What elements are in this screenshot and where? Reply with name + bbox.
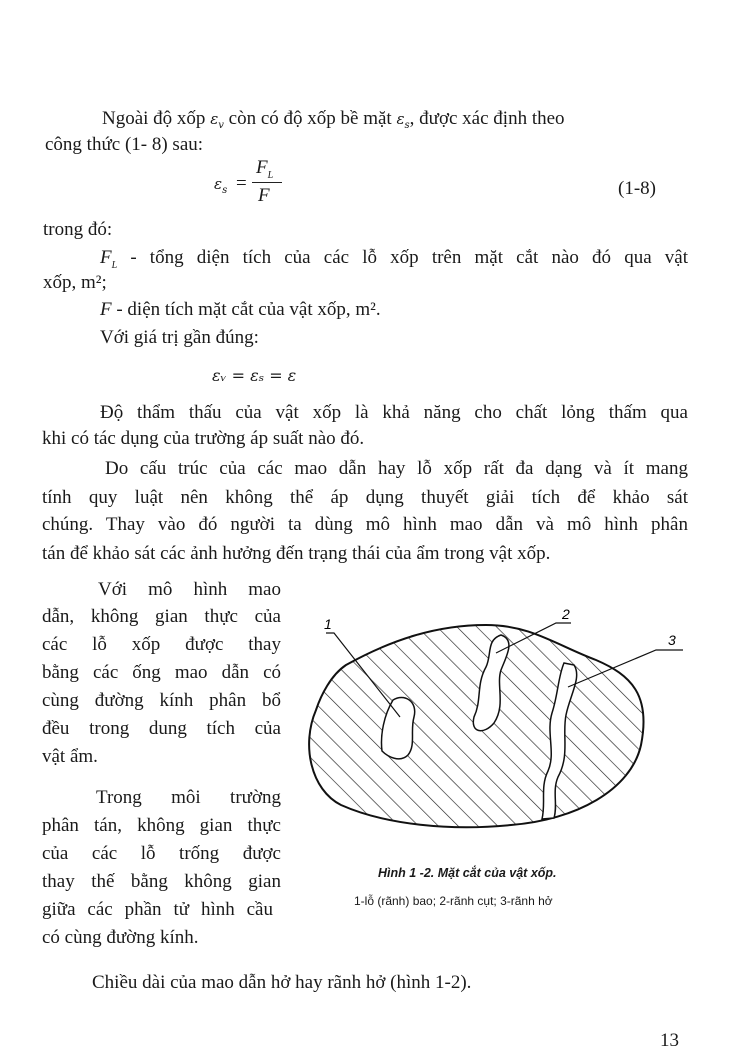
porous-section-figure — [296, 605, 696, 845]
para2-line1: Độ thẩm thấu của vật xốp là khả năng cho chất lỏng thấm qua — [100, 402, 688, 423]
para5-line: phân tán, không gian thực — [42, 815, 281, 836]
formula-denominator: F — [258, 185, 270, 206]
para4-line: đều trong dung tích của — [42, 718, 281, 739]
para4-line: dẫn, không gian thực của — [42, 606, 281, 627]
fl-definition-line1: $F_L$ - tổng diện tích của các lỗ xốp trên mặt cắt nào đó qua vật — [100, 247, 688, 271]
para4-line: Với mô hình mao — [98, 579, 281, 600]
formula-number: (1-8) — [618, 178, 656, 199]
para4-line: các lỗ xốp được thay — [42, 634, 281, 655]
fraction-bar — [252, 182, 282, 183]
formula-1-8 — [214, 157, 304, 207]
epsilon-v-symbol: $\varepsilon_v$ — [210, 110, 224, 131]
para3-line4: tán để khảo sát các ảnh hưởng đến trạng thái của ẩm trong vật xốp. — [42, 543, 551, 564]
para5-line: giữa các phần tử hình cầu — [42, 899, 273, 920]
para4-line: vật ẩm. — [42, 746, 98, 767]
where-intro: trong đó: — [43, 219, 113, 240]
f-definition: F - diện tích mặt cắt của vật xốp, m². — [100, 299, 381, 320]
para3-line1: Do cấu trúc của các mao dẫn hay lỗ xốp rất đa dạng và ít mang — [105, 458, 688, 479]
figure-label-2: 2 — [562, 606, 570, 622]
para5-line: thay thế bằng không gian — [42, 871, 281, 892]
figure-caption-detail: 1-lỗ (rãnh) bao; 2-rãnh cụt; 3-rãnh hở — [354, 894, 553, 908]
figure-label-3: 3 — [668, 632, 676, 648]
formula-lhs: $\varepsilon_s$ — [214, 175, 228, 196]
para3-line3: chúng. Thay vào đó người ta dùng mô hình mao dẫn và mô hình phân — [42, 514, 688, 535]
closing-line: Chiều dài của mao dẫn hở hay rãnh hở (hình 1-2). — [92, 972, 472, 993]
approx-intro: Với giá trị gần đúng: — [100, 327, 259, 348]
formula-numerator: $F_L$ — [256, 157, 274, 181]
para5-line: Trong môi trường — [96, 787, 281, 808]
para2-line2: khi có tác dụng của trường áp suất nào đó. — [42, 428, 365, 449]
para4-line: cùng đường kính phân bổ — [42, 690, 281, 711]
para5-line: của các lỗ trống được — [42, 843, 281, 864]
para1-line1: Ngoài độ xốp $\varepsilon_v$ còn có độ xốp bề mặt $\varepsilon_s$, được xác định theo — [102, 108, 565, 131]
figure-caption-title: Hình 1 -2. Mặt cắt của vật xốp. — [378, 866, 557, 880]
fl-definition-line2: xốp, m²; — [43, 272, 107, 293]
para4-line: bằng các ống mao dẫn có — [42, 662, 281, 683]
page-number: 13 — [660, 1030, 679, 1051]
formula-equals: = — [236, 173, 247, 194]
epsilon-s-symbol: $\varepsilon_s$ — [396, 110, 410, 131]
para1-line2: công thức (1- 8) sau: — [45, 134, 204, 155]
approx-formula: εᵥ = εₛ = ε — [212, 366, 297, 385]
para3-line2: tính quy luật nên không thể áp dụng thuyết giải tích để khảo sát — [42, 487, 688, 508]
para5-line: có cùng đường kính. — [42, 927, 199, 948]
figure-label-1: 1 — [324, 616, 332, 632]
